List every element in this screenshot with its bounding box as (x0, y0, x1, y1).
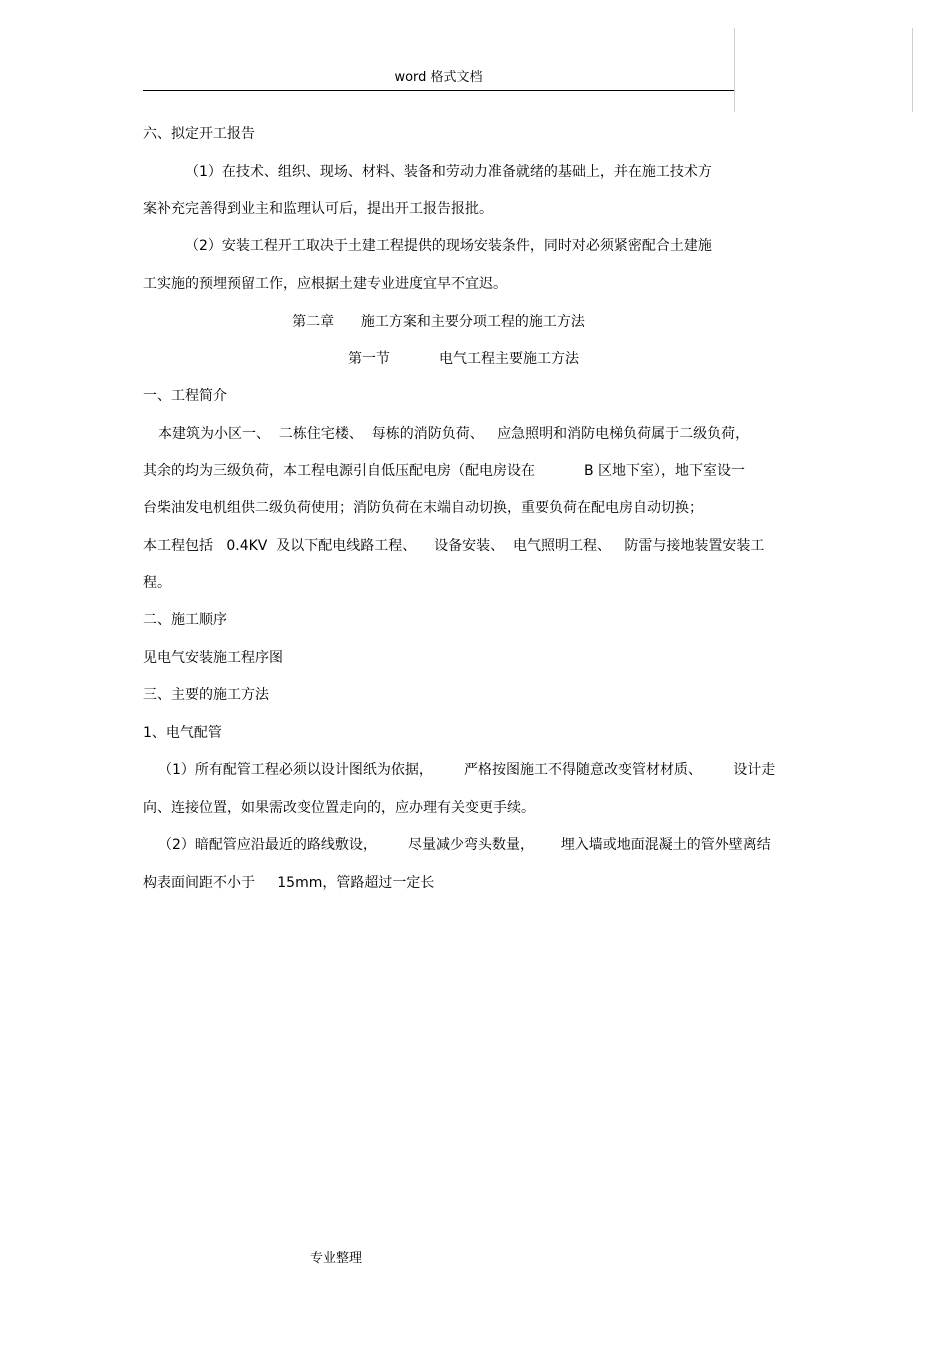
page-footer: 专业整理 (310, 1251, 363, 1266)
paragraph-line: 案补充完善得到业主和监理认可后，提出开工报告报批。 (143, 201, 493, 217)
paragraph-line: （2）安装工程开工取决于土建工程提供的现场安装条件，同时对必须紧密配合土建施 (185, 238, 712, 254)
paragraph-line: 向、连接位置，如果需改变位置走向的，应办理有关变更手续。 (143, 800, 535, 816)
section-title: 第一节 电气工程主要施工方法 (348, 351, 579, 367)
page-edge-line (734, 28, 735, 112)
paragraph-line: （1）所有配管工程必须以设计图纸为依据， 严格按图施工不得随意改变管材材质、 设计走 (158, 762, 776, 778)
paragraph-line: 台柴油发电机组供二级负荷使用；消防负荷在末端自动切换，重要负荷在配电房自动切换； (143, 500, 703, 516)
paragraph-line: （1）在技术、组织、现场、材料、装备和劳动力准备就绪的基础上，并在施工技术方 (185, 164, 712, 180)
subsection-heading: 1、电气配管 (143, 725, 222, 741)
paragraph-line: 本工程包括 0.4KV 及以下配电线路工程、 设备安装、 电气照明工程、 防雷与接地装置安装工 (143, 538, 765, 554)
paragraph-line: 程。 (143, 575, 171, 591)
paragraph-line: 构表面间距不小于 15mm，管路超过一定长 (143, 875, 435, 891)
paragraph-line: 其余的均为三级负荷，本工程电源引自低压配电房（配电房设在 B 区地下室），地下室设一 (143, 463, 746, 479)
paragraph-line: 工实施的预埋预留工作，应根据土建专业进度宜早不宜迟。 (143, 276, 507, 292)
section-heading: 二、施工顺序 (143, 612, 227, 628)
section-heading: 三、主要的施工方法 (143, 687, 269, 703)
paragraph-line: 见电气安装施工程序图 (143, 650, 283, 666)
section-heading: 一、工程简介 (143, 388, 227, 404)
chapter-title: 第二章 施工方案和主要分项工程的施工方法 (292, 314, 585, 330)
paragraph-line: （2）暗配管应沿最近的路线敷设， 尽量减少弯头数量， 埋入墙或地面混凝土的管外壁离结 (158, 837, 771, 853)
header-divider (143, 90, 734, 91)
page-header: word 格式文档 (394, 70, 483, 85)
paragraph-line: 本建筑为小区一、 二栋住宅楼、 每栋的消防负荷、 应急照明和消防电梯负荷属于二级负荷， (158, 426, 750, 442)
page-edge-line (912, 28, 913, 112)
section-heading: 六、拟定开工报告 (143, 126, 255, 142)
